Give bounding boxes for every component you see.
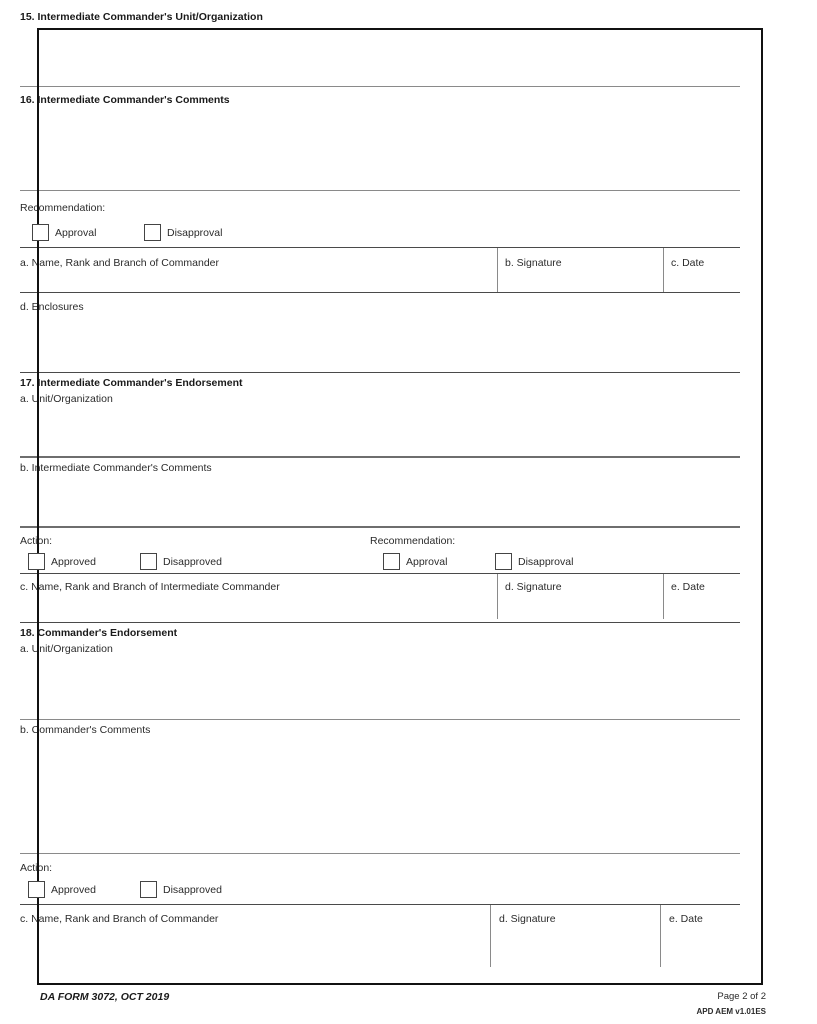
s17-date-divider (663, 574, 664, 619)
s16-signature-divider (497, 248, 498, 292)
s18-action-label: Action: (20, 862, 53, 874)
s16-recommendation-approval-label: Approval (55, 227, 97, 239)
s18-date-field[interactable] (669, 929, 739, 971)
s17-action-disapproved-checkbox[interactable] (140, 553, 157, 570)
rule-above-s18-comments (20, 719, 740, 720)
s18-comments-label: b. Commander's Comments (20, 724, 151, 736)
s17-name-rank-branch-field[interactable] (20, 596, 490, 618)
s17-unit-organization-field[interactable] (40, 408, 740, 454)
s17-recommendation-approval-label: Approval (406, 556, 448, 568)
s18-unit-organization-field[interactable] (40, 659, 740, 716)
s18-name-rank-branch-label: c. Name, Rank and Branch of Commander (20, 913, 219, 925)
section-17-title: 17. Intermediate Commander's Endorsement (20, 377, 243, 389)
s17-recommendation-approval-checkbox[interactable] (383, 553, 400, 570)
s16-date-divider (663, 248, 664, 292)
s17-recommendation-label: Recommendation: (370, 535, 456, 547)
s17-name-rank-branch-label: c. Name, Rank and Branch of Intermediate Commander (20, 581, 280, 593)
s18-signature-divider (490, 905, 491, 967)
s17-date-label: e. Date (671, 581, 705, 593)
section-18-title: 18. Commander's Endorsement (20, 627, 178, 639)
s16-recommendation-disapproval-checkbox[interactable] (144, 224, 161, 241)
apd-version: APD AEM v1.01ES (696, 1007, 766, 1016)
s16-name-rank-branch-label: a. Name, Rank and Branch of Commander (20, 257, 220, 269)
s17-signature-field[interactable] (505, 596, 655, 618)
rule-above-s18-action (20, 853, 740, 854)
s17-action-approved-checkbox[interactable] (28, 553, 45, 570)
rule-after-s17 (20, 622, 740, 623)
s17-recommendation-disapproval-label: Disapproval (518, 556, 574, 568)
s16-date-label: c. Date (671, 257, 705, 269)
rule-below-s16-signature-row (20, 292, 740, 293)
s17-unit-organization-label: a. Unit/Organization (20, 393, 113, 405)
section-16-title: 16. Intermediate Commander's Comments (20, 94, 230, 106)
rule-after-s16 (20, 372, 740, 373)
s16-recommendation-approval-checkbox[interactable] (32, 224, 49, 241)
page-number: Page 2 of 2 (717, 991, 766, 1002)
s16-signature-field[interactable] (505, 271, 655, 292)
rule-above-s18-signature-row (20, 904, 740, 905)
s15-unit-organization-field[interactable] (40, 26, 740, 83)
s18-action-disapproved-label: Disapproved (163, 884, 222, 896)
s16-enclosures-field[interactable] (40, 316, 740, 369)
s18-signature-field[interactable] (499, 929, 651, 971)
s16-signature-label: b. Signature (505, 257, 562, 269)
s18-date-label: e. Date (669, 913, 703, 925)
s17-action-disapproved-label: Disapproved (163, 556, 222, 568)
s18-unit-organization-label: a. Unit/Organization (20, 643, 113, 655)
s17-comments-field[interactable] (40, 478, 740, 522)
rule-after-s16-comments (20, 190, 740, 191)
rule-above-s17-comments (20, 456, 740, 458)
s18-comments-field[interactable] (40, 740, 740, 850)
s17-signature-label: d. Signature (505, 581, 562, 593)
form-identifier: DA FORM 3072, OCT 2019 (40, 991, 170, 1003)
s16-date-field[interactable] (671, 271, 737, 292)
rule-above-s17-signature-row (20, 573, 740, 574)
s17-action-approved-label: Approved (51, 556, 96, 568)
s18-name-rank-branch-field[interactable] (20, 929, 482, 971)
s16-name-rank-branch-field[interactable] (20, 271, 490, 292)
s16-recommendation-label: Recommendation: (20, 202, 106, 214)
s17-recommendation-disapproval-checkbox[interactable] (495, 553, 512, 570)
s16-comments-field[interactable] (40, 110, 740, 186)
s16-recommendation-disapproval-label: Disapproval (167, 227, 223, 239)
rule-after-s15 (20, 86, 740, 87)
s18-date-divider (660, 905, 661, 967)
s18-action-approved-label: Approved (51, 884, 96, 896)
s17-signature-divider (497, 574, 498, 619)
s18-signature-label: d. Signature (499, 913, 556, 925)
s17-action-label: Action: (20, 535, 53, 547)
s17-date-field[interactable] (671, 596, 737, 618)
rule-above-s17-action (20, 526, 740, 528)
s18-action-approved-checkbox[interactable] (28, 881, 45, 898)
s17-comments-label: b. Intermediate Commander's Comments (20, 462, 212, 474)
rule-above-s16-signature-row (20, 247, 740, 248)
s18-action-disapproved-checkbox[interactable] (140, 881, 157, 898)
section-15-title: 15. Intermediate Commander's Unit/Organization (20, 11, 263, 23)
s16-enclosures-label: d. Enclosures (20, 301, 84, 313)
